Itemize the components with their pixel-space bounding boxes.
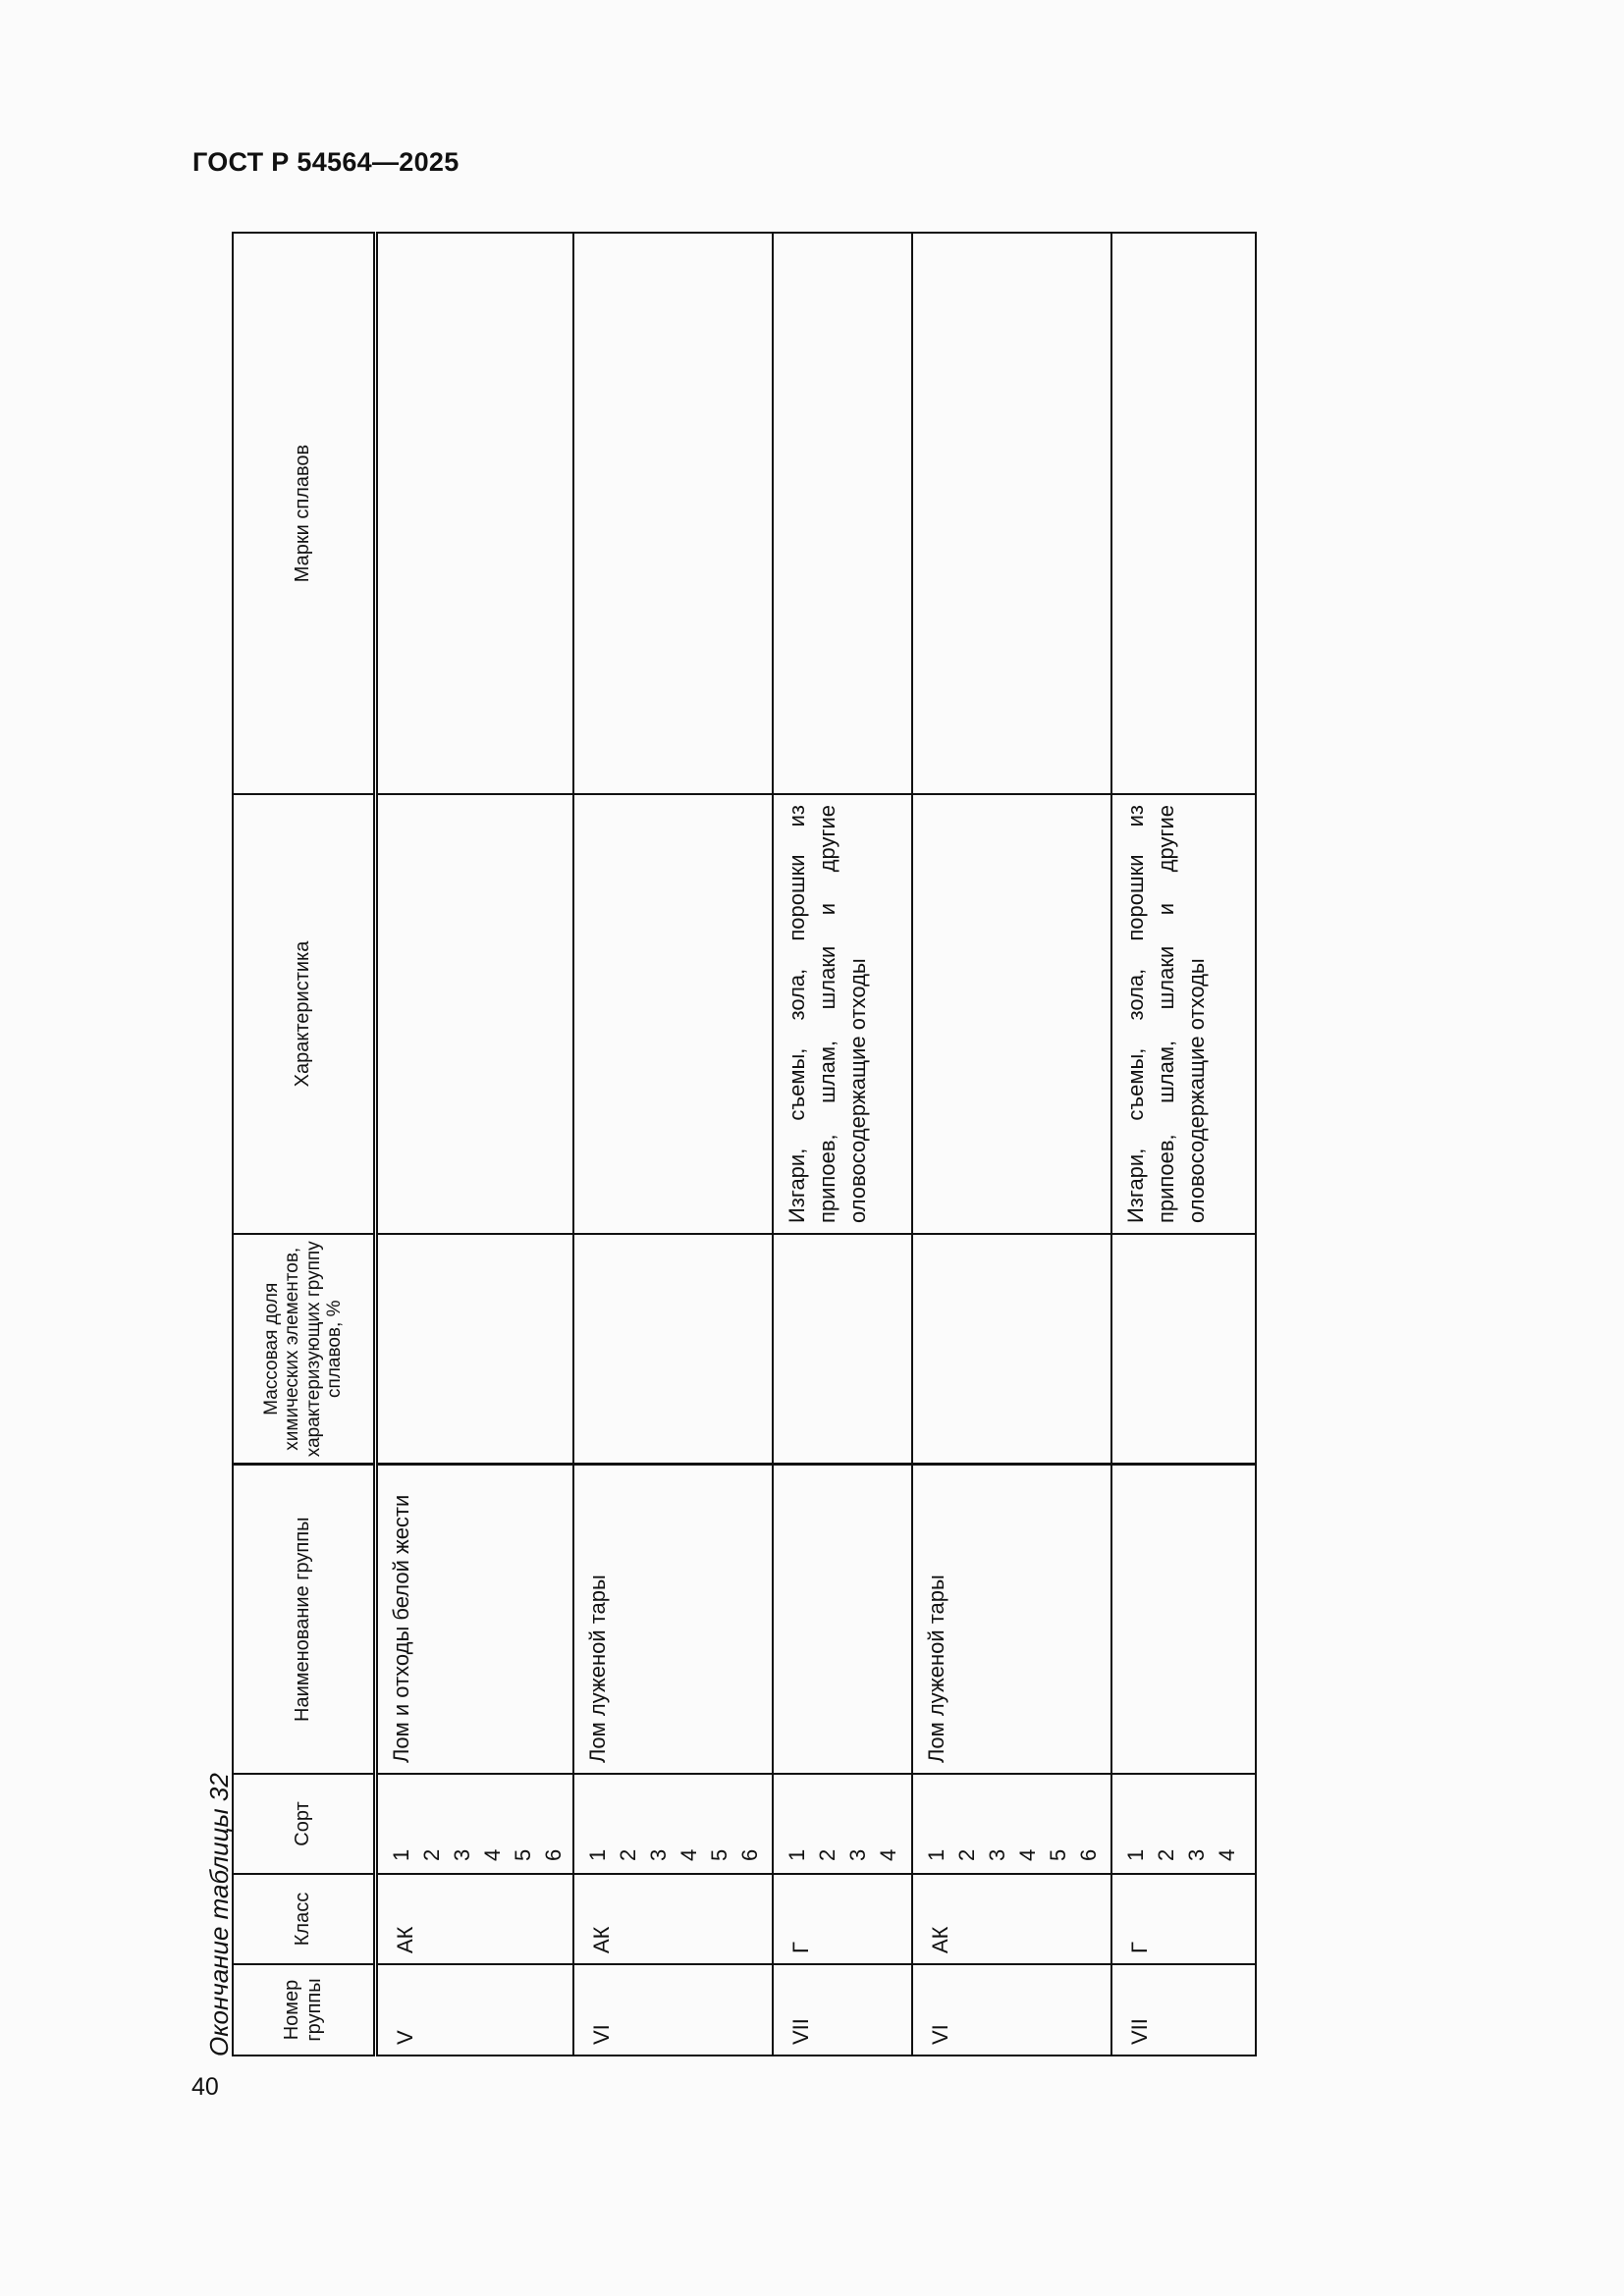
cell-sorts xyxy=(573,1774,773,1874)
header-group-no: Номер группы xyxy=(233,1964,375,2056)
sort-value: 4 xyxy=(677,1848,701,1861)
cell-sorts xyxy=(912,1774,1111,1874)
cell-characteristic xyxy=(375,794,573,1234)
sort-value: 3 xyxy=(646,1848,671,1861)
cell-alloy-grades xyxy=(375,233,573,794)
sort-value: 1 xyxy=(1123,1848,1148,1861)
table-row xyxy=(912,233,1111,2056)
table-32 xyxy=(232,232,1257,2056)
sort-value: 1 xyxy=(585,1848,610,1861)
cell-mass-fraction xyxy=(912,1234,1111,1465)
cell-class: АК xyxy=(573,1874,773,1964)
cell-alloy-grades xyxy=(1111,233,1256,794)
cell-mass-fraction xyxy=(773,1234,912,1465)
rotated-table-wrapper xyxy=(232,234,1255,2056)
sort-value: 6 xyxy=(540,1848,566,1861)
sort-value: 3 xyxy=(845,1848,870,1861)
sort-value: 3 xyxy=(1184,1848,1209,1861)
cell-group-no: VII xyxy=(1111,1964,1256,2056)
cell-class: АК xyxy=(375,1874,573,1964)
cell-group-name: Лом и отходы белой жести xyxy=(375,1465,573,1774)
sort-value: 5 xyxy=(1046,1848,1070,1861)
cell-group-name xyxy=(773,1465,912,1774)
sort-value: 4 xyxy=(1215,1848,1239,1861)
sort-value: 1 xyxy=(785,1848,809,1861)
sort-value: 5 xyxy=(707,1848,731,1861)
document-title: ГОСТ Р 54564—2025 xyxy=(192,147,460,177)
cell-characteristic xyxy=(912,794,1111,1234)
sort-value: 1 xyxy=(388,1848,413,1861)
cell-group-no: V xyxy=(375,1964,573,2056)
sort-value: 6 xyxy=(1076,1848,1101,1861)
cell-sorts xyxy=(773,1774,912,1874)
cell-class: Г xyxy=(773,1874,912,1964)
cell-group-name: Лом луженой тары xyxy=(912,1465,1111,1774)
table-row xyxy=(375,233,573,2056)
cell-mass-fraction xyxy=(375,1234,573,1465)
cell-sorts xyxy=(1111,1774,1256,1874)
header-sort: Сорт xyxy=(233,1774,375,1874)
cell-group-no: VI xyxy=(573,1964,773,2056)
header-group-name: Наименование группы xyxy=(233,1465,375,1774)
table-row xyxy=(773,233,912,2056)
cell-class: Г xyxy=(1111,1874,1256,1964)
sort-value: 2 xyxy=(418,1848,444,1861)
sort-value: 1 xyxy=(924,1848,948,1861)
page-number: 40 xyxy=(191,2073,219,2101)
sort-value: 2 xyxy=(616,1848,640,1861)
cell-sorts xyxy=(375,1774,573,1874)
sort-value: 5 xyxy=(510,1848,535,1861)
header-characteristic: Характеристика xyxy=(233,794,375,1234)
cell-characteristic xyxy=(573,794,773,1234)
sort-value: 4 xyxy=(479,1848,505,1861)
cell-alloy-grades xyxy=(912,233,1111,794)
table-row xyxy=(573,233,773,2056)
cell-alloy-grades xyxy=(573,233,773,794)
sort-value: 2 xyxy=(954,1848,979,1861)
cell-group-no: VI xyxy=(912,1964,1111,2056)
cell-characteristic: Изгари, съемы, зола, порошки из припоев, шлам, шлаки и другие оловосодержащие отходы xyxy=(773,794,912,1234)
sort-value: 3 xyxy=(449,1848,474,1861)
cell-characteristic: Изгари, съемы, зола, порошки из припоев, шлам, шлаки и другие оловосодержащие отходы xyxy=(1111,794,1256,1234)
cell-group-name xyxy=(1111,1465,1256,1774)
cell-group-no: VII xyxy=(773,1964,912,2056)
sort-value: 3 xyxy=(985,1848,1009,1861)
header-alloy-grades: Марки сплавов xyxy=(233,233,375,794)
header-mass-fraction: Массовая доля химических элементов, характеризующих группу сплавов, % xyxy=(233,1234,375,1465)
cell-class: АК xyxy=(912,1874,1111,1964)
cell-mass-fraction xyxy=(573,1234,773,1465)
table-row xyxy=(1111,233,1256,2056)
sort-value: 4 xyxy=(1015,1848,1040,1861)
cell-mass-fraction xyxy=(1111,1234,1256,1465)
cell-group-name: Лом луженой тары xyxy=(573,1465,773,1774)
sort-value: 4 xyxy=(876,1848,900,1861)
sort-value: 6 xyxy=(737,1848,762,1861)
table-header-row xyxy=(233,233,375,2056)
cell-alloy-grades xyxy=(773,233,912,794)
table-caption: Окончание таблицы 32 xyxy=(204,1773,234,2056)
sort-value: 2 xyxy=(815,1848,839,1861)
header-class: Класс xyxy=(233,1874,375,1964)
sort-value: 2 xyxy=(1154,1848,1178,1861)
